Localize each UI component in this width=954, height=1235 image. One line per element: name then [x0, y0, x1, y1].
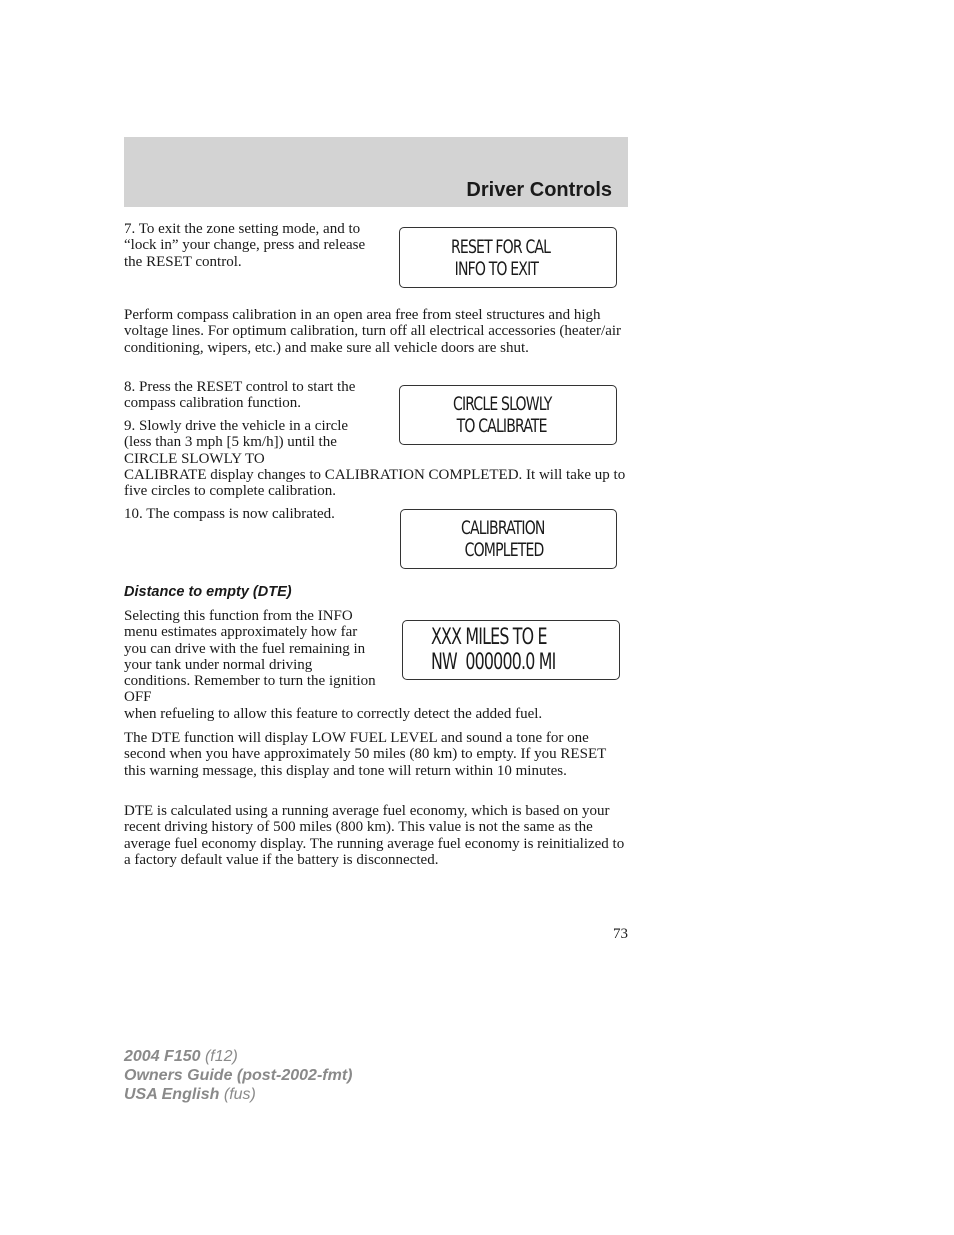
step-9-text: 9. Slowly drive the vehicle in a circle (less than 3 mph [5 km/h]) until the CIRCLE SLOWLY TO [124, 418, 349, 467]
display-line-1: XXX MILES TO E [431, 625, 547, 650]
dte-paragraph-1: Selecting this function from the INFO menu estimates approximately how far you can drive with the fuel remaining in your tank under normal driving conditions. Remember to turn the ignition OFF [124, 608, 376, 706]
display-reset-for-cal [399, 227, 617, 288]
display-line-2: NW 000000.0 MI [431, 650, 556, 675]
dte-paragraph-3: DTE is calculated using a running average fuel economy, which is based on your recent driving history of 500 miles (800 km). This value is not the same as the average fuel economy display. The running average fuel economy is reinitialized to a factory default value if the battery is disconnected. [124, 803, 625, 868]
display-line-1: CIRCLE SLOWLY [453, 393, 552, 415]
calibration-intro-text: Perform compass calibration in an open area free from steel structures and high voltage lines. For optimum calibration, turn off all electrical accessories (heater/air conditioning, wipers, etc.) and make sure all vehicle doors are shut. [124, 307, 622, 356]
dte-paragraph-2: The DTE function will display LOW FUEL LEVEL and sound a tone for one second when you have approximately 50 miles (80 km) to empty. If you RESET this warning message, this display and tone will return within 10 minutes. [124, 730, 606, 779]
page-number: 73 [613, 926, 628, 942]
footer-line-3: USA English (fus) [124, 1086, 256, 1103]
display-line-1: RESET FOR CAL [451, 235, 551, 258]
display-dte [402, 620, 620, 680]
display-calibration-completed [400, 509, 617, 569]
section-title: Driver Controls [466, 179, 612, 201]
step-8-text: 8. Press the RESET control to start the compass calibration function. [124, 379, 356, 412]
footer-line-1: 2004 F150 (f12) [124, 1048, 238, 1065]
header-band [124, 137, 628, 207]
footer-model-info [124, 1047, 352, 1104]
display-line-1: CALIBRATION [461, 517, 545, 539]
dte-paragraph-1-continued: when refueling to allow this feature to correctly detect the added fuel. [124, 706, 543, 722]
dte-heading: Distance to empty (DTE) [124, 584, 292, 600]
step-9-continued-text: CALIBRATE display changes to CALIBRATION COMPLETED. It will take up to five circles to complete calibration. [124, 467, 626, 500]
step-7-text: 7. To exit the zone setting mode, and to “lock in” your change, press and release the RESET control. [124, 221, 366, 270]
step-10-text: 10. The compass is now calibrated. [124, 506, 335, 522]
display-line-2: COMPLETED [461, 539, 544, 561]
display-circle-slowly [399, 385, 617, 445]
footer-line-2: Owners Guide (post-2002-fmt) [124, 1067, 353, 1084]
display-line-2: TO CALIBRATE [453, 415, 547, 437]
display-line-2: INFO TO EXIT [451, 257, 539, 280]
